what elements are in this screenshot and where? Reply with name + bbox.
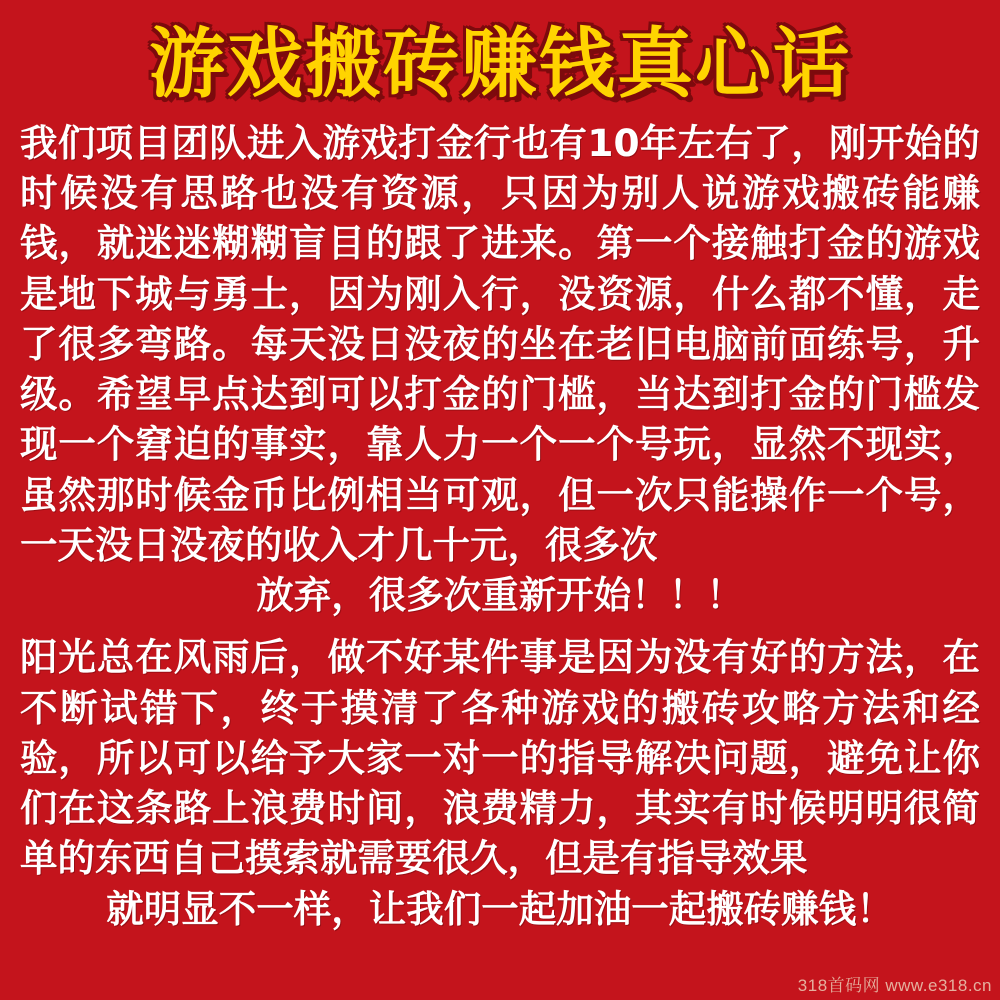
paragraph-1 xyxy=(20,118,980,621)
paragraph-1-last-line: 放弃，很多次重新开始！！！ xyxy=(256,573,744,618)
paragraph-2 xyxy=(20,632,980,934)
paragraph-2-text: 阳光总在风雨后，做不好某件事是因为没有好的方法，在不断试错下，终于摸清了各种游戏的搬砖攻略方法和经验，所以可以给予大家一对一的指导解决问题，避免让你们在这条路上浪费时间，浪费精力，其实有时候明明很简单的东西自己摸索就需要很久，但是有指导效果 xyxy=(20,635,980,881)
watermark: 318首码网 www.e318.cn xyxy=(797,976,992,995)
poster-body xyxy=(14,118,986,934)
paragraph-2-last-line: 就明显不一样，让我们一起加油一起搬砖赚钱！ xyxy=(106,886,894,931)
page-title: 游戏搬砖赚钱真心话 xyxy=(149,19,851,108)
paragraph-1-text: 我们项目团队进入游戏打金行也有10年左右了，刚开始的时候没有思路也没有资源，只因为别人说游戏搬砖能赚钱，就迷迷糊糊盲目的跟了进来。第一个接触打金的游戏是地下城与勇士，因为刚入行，没资源，什么都不懂，走了很多弯路。每天没日没夜的坐在老旧电脑前面练号，升级。希望早点达到可以打金的门槛，当达到打金的门槛发现一个窘迫的事实，靠人力一个一个号玩，显然不现实，虽然那时候金币比例相当可观，但一次只能操作一个号，一天没日没夜的收入才几十元，很多次 xyxy=(20,120,980,567)
